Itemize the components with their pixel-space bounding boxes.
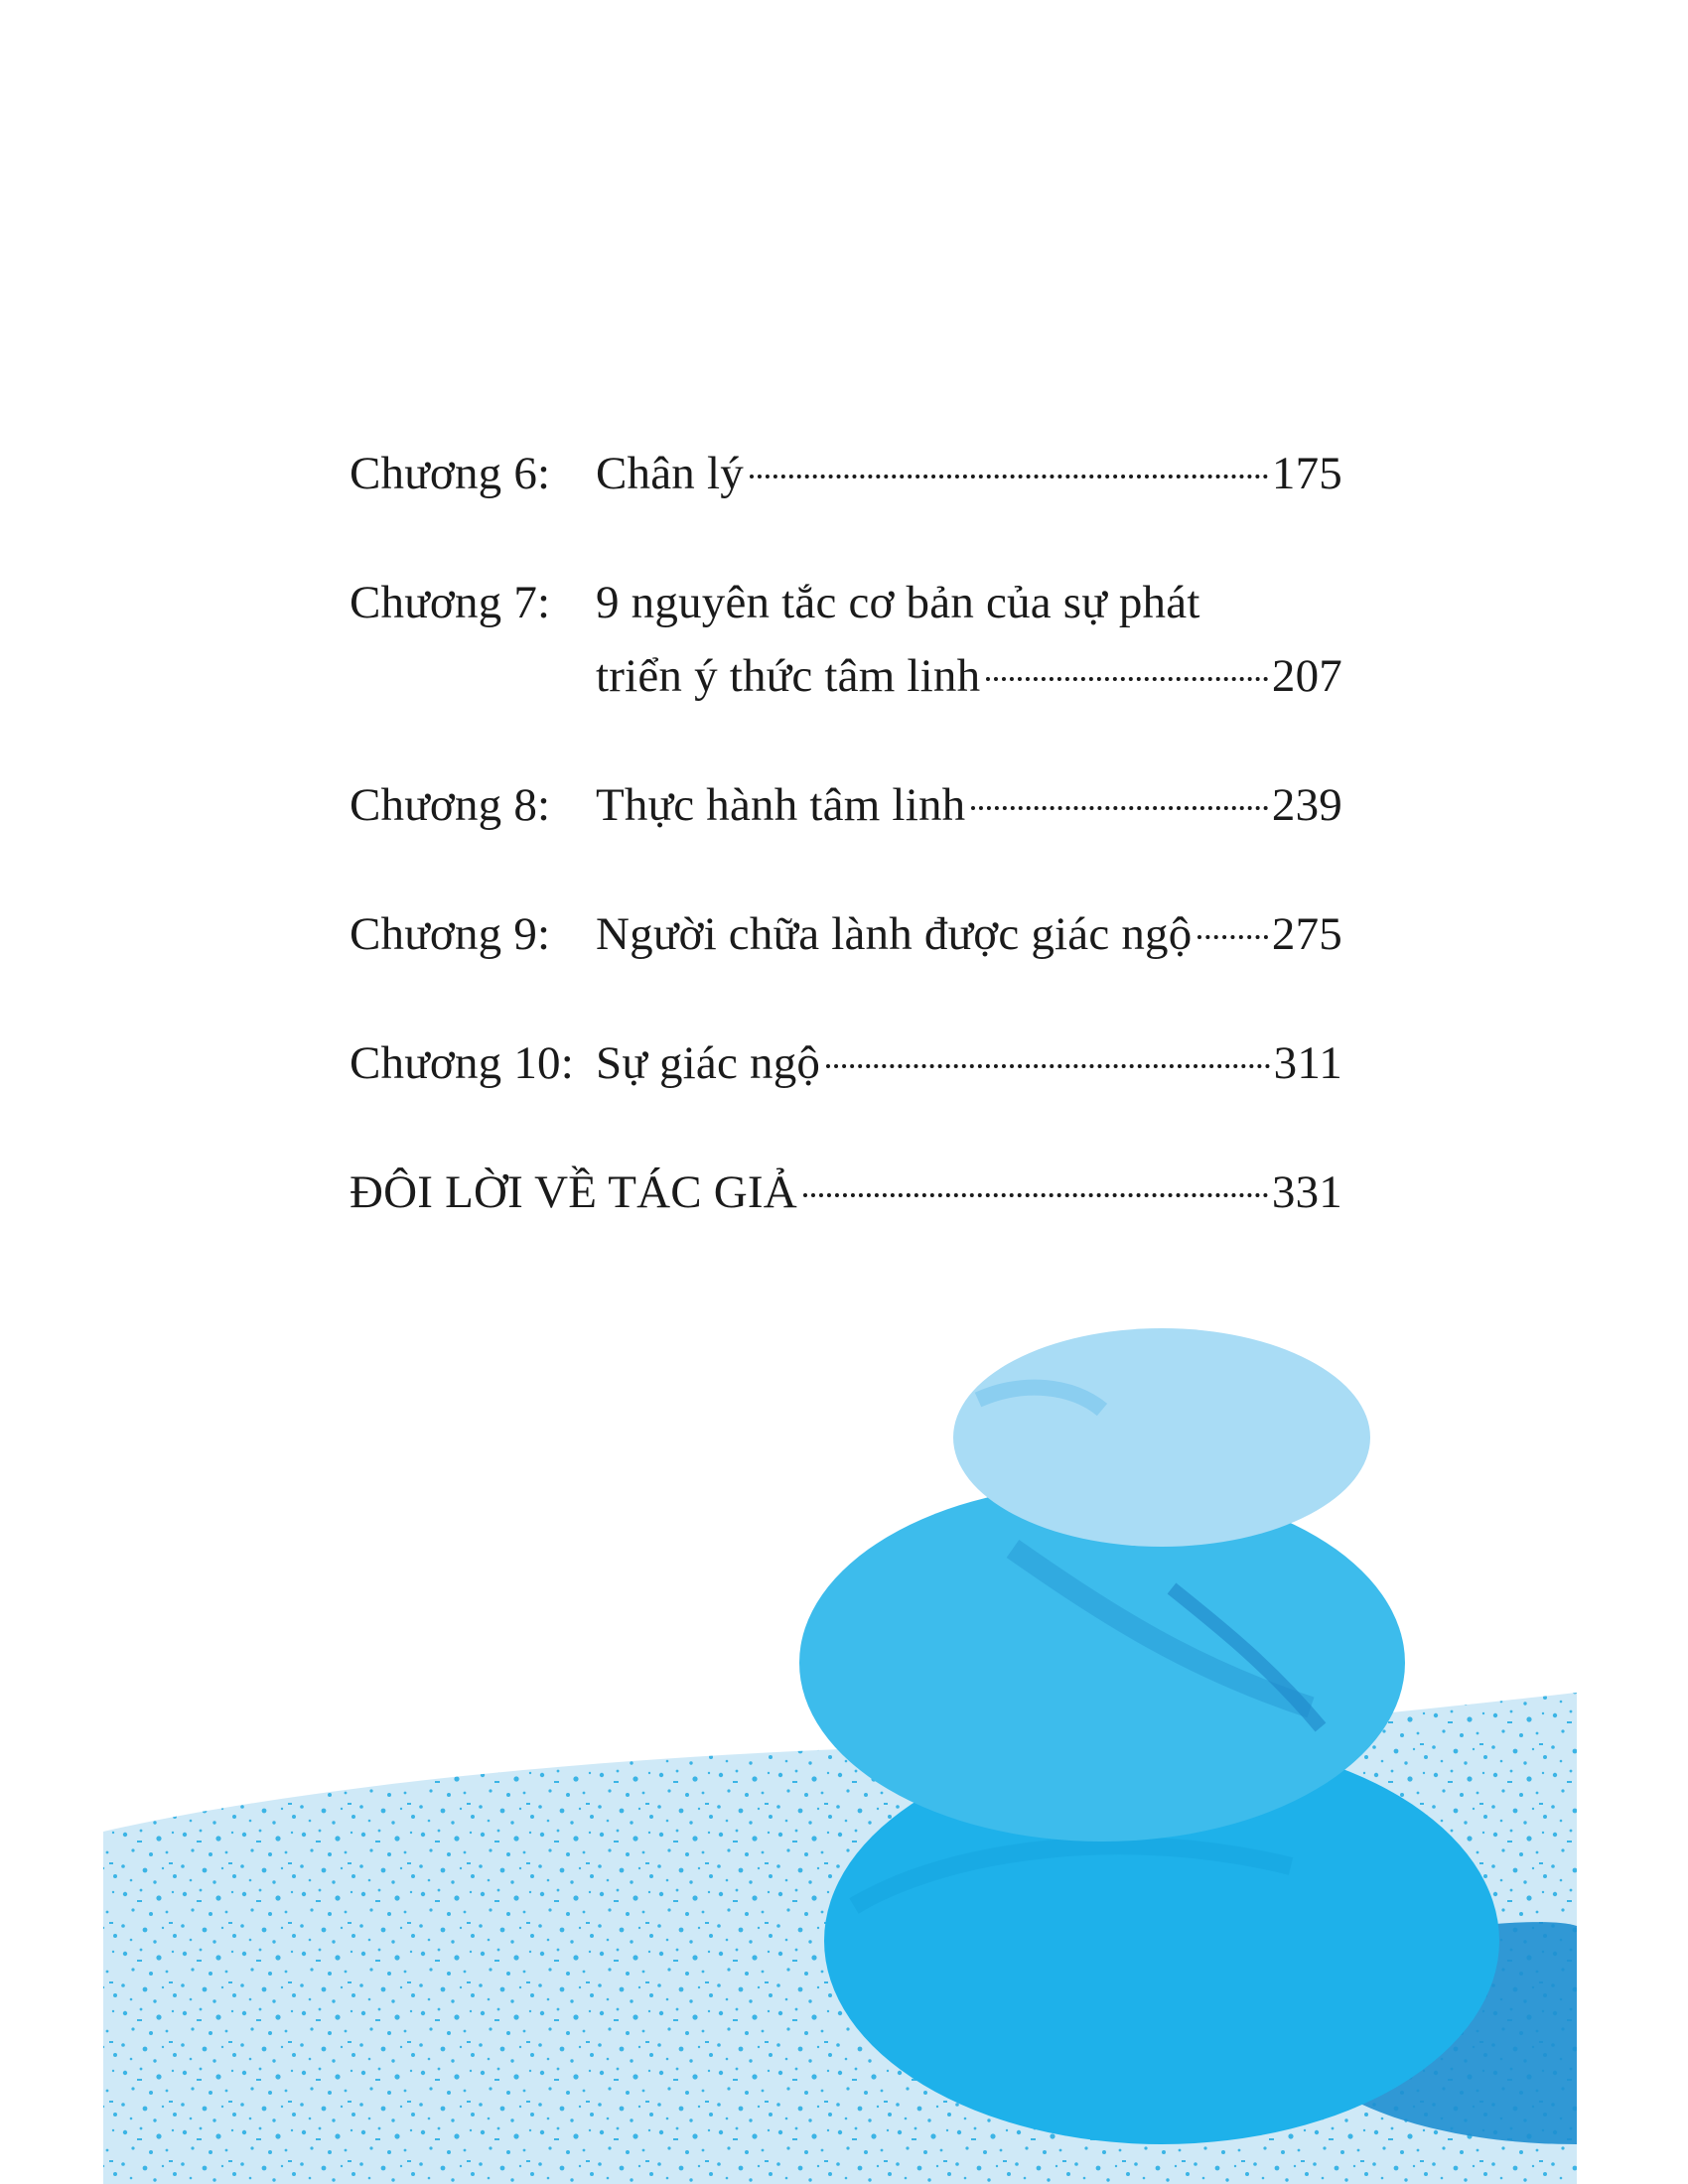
chapter-label: Chương 6: xyxy=(350,448,551,499)
toc-entry-chapter-9[interactable] xyxy=(350,897,1342,971)
dot-leader xyxy=(971,806,1268,810)
page-number: 311 xyxy=(1273,1037,1342,1089)
section-title: ĐÔI LỜI VỀ TÁC GIẢ xyxy=(350,1166,797,1218)
dot-leader xyxy=(803,1193,1268,1197)
toc-entry-chapter-8[interactable] xyxy=(350,768,1342,842)
chapter-title-line-2: triển ý thức tâm linh xyxy=(596,650,981,702)
chapter-label: Chương 7: xyxy=(350,577,551,628)
chapter-title: Chân lý xyxy=(596,448,744,499)
page-number: 331 xyxy=(1271,1166,1342,1218)
table-of-contents xyxy=(350,437,1342,1229)
dot-leader xyxy=(750,475,1268,478)
chapter-title-line-1: 9 nguyên tắc cơ bản của sự phát xyxy=(596,577,1200,628)
chapter-title: Người chữa lành được giác ngộ xyxy=(596,908,1193,960)
chapter-label: Chương 8: xyxy=(350,779,551,831)
chapter-label: Chương 10: xyxy=(350,1037,574,1089)
toc-entry-chapter-6[interactable] xyxy=(350,437,1342,510)
dot-leader xyxy=(986,677,1268,681)
chapter-title: Thực hành tâm linh xyxy=(596,779,966,831)
toc-entry-chapter-10[interactable] xyxy=(350,1026,1342,1100)
stone-top xyxy=(953,1328,1370,1547)
toc-entry-chapter-7[interactable] xyxy=(350,566,1342,713)
page-number: 175 xyxy=(1271,448,1342,499)
chapter-label: Chương 9: xyxy=(350,908,551,960)
page-number: 239 xyxy=(1271,779,1342,831)
chapter-title: Sự giác ngộ xyxy=(596,1037,821,1089)
toc-entry-about-author[interactable] xyxy=(350,1156,1342,1229)
page-number: 207 xyxy=(1271,650,1342,702)
stacked-stones-illustration xyxy=(0,1291,1688,2184)
dot-leader xyxy=(826,1064,1270,1068)
page-number: 275 xyxy=(1271,908,1342,960)
dot-leader xyxy=(1197,935,1267,939)
